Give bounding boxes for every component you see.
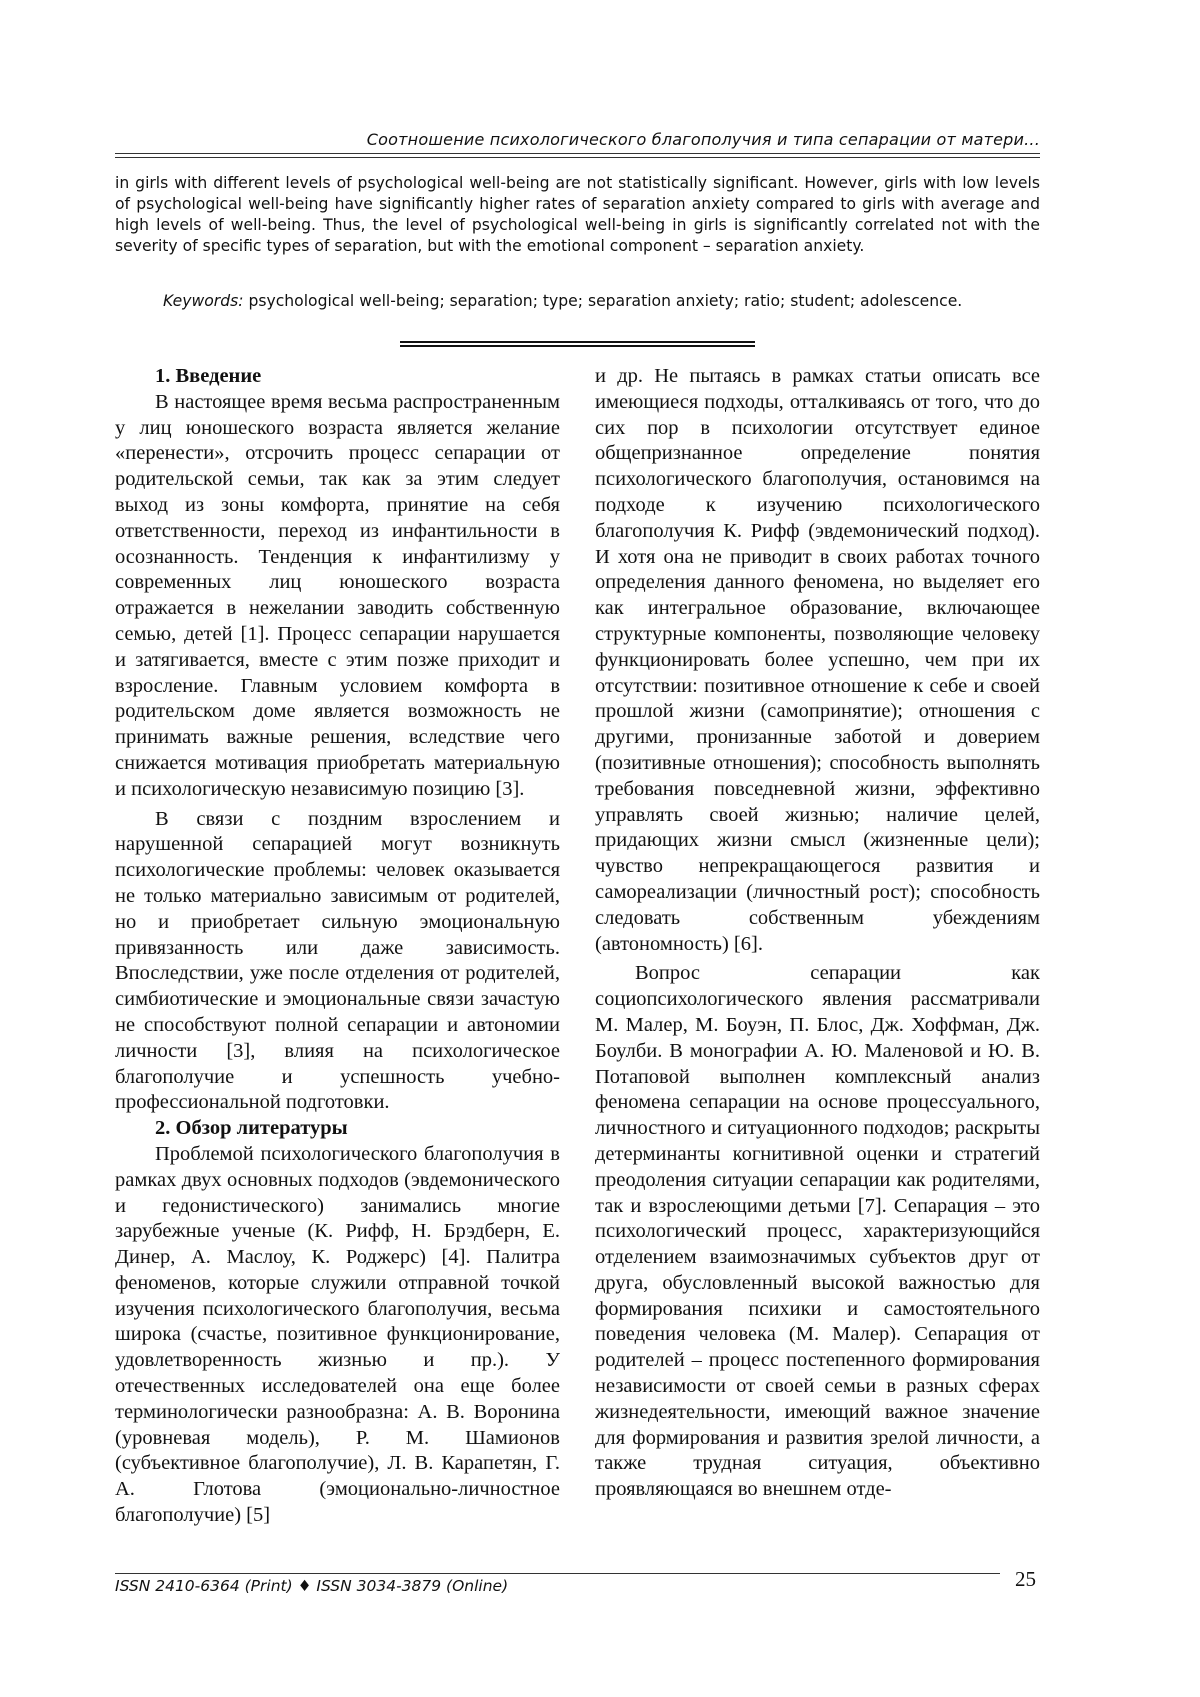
left-column <box>115 364 560 1529</box>
paragraph: Вопрос сепарации как социопсихологического явления рассматривали М. Малер, М. Боуэн, П. Блос, Дж. Хоффман, Дж. Боулби. В монографии А. Ю. Маленовой и Ю. В. Потаповой выполнен комплексный анализ феномена сепарации на основе процессуального, личностного и ситуационного подходов; раскрыты детерминанты когнитивной оценки и стратегий преодоления ситуации сепарации как родителями, так и взрослеющими детьми [7]. Сепарация – это психологический процесс, характеризующийся отделением взаимозначимых субъектов друг от друга, обусловленный высокой важностью для формирования психики и самостоятельного поведения человека (М. Малер). Сепарация от родителей – процесс постепенного формирования независимости от своей семьи в разных сферах жизнедеятельности, имеющий важное значение для формирования и развития зрелой личности, а также трудная ситуация, объективно проявляющаяся во внешнем отде- <box>595 962 1040 1501</box>
section-divider <box>400 341 755 347</box>
footer-issn: ISSN 2410-6364 (Print) ♦ ISSN 3034-3879 (Online) <box>115 1577 509 1595</box>
page-number: 25 <box>1015 1567 1036 1591</box>
keywords-text: psychological well-being; separation; type; separation anxiety; ratio; student; adolescence. <box>248 292 963 310</box>
paragraph: В связи с поздним взрослением и нарушенной сепарацией могут возникнуть психологические проблемы: человек оказывается не только материально зависимым от родителей, но и приобретает сильную эмоциональную привязанность или даже зависимость. Впоследствии, уже после отделения от родителей, симбиотические и эмоциональные связи зачастую не способствуют полной сепарации и автономии личности [3], влияя на психологическое благополучие и успешность учебно-профессиональной подготовки. <box>115 807 560 1114</box>
paragraph: Проблемой психологического благополучия в рамках двух основных подходов (эвдемонического и гедонистического) занимались многие зарубежные ученые (К. Рифф, Н. Брэдберн, Е. Динер, А. Маслоу, К. Роджерс) [4]. Палитра феноменов, которые служили отправной точкой изучения психологического благополучия, весьма широка (счастье, позитивное функционирование, удовлетворенность жизнью и пр.). У отечественных исследователей она еще более терминологически разнообразна: А. В. Воронина (уровневая модель), Р. М. Шамионов (субъективное благополучие), Л. В. Карапетян, Г. А. Глотова (эмоционально-личностное благополучие) [5] <box>115 1142 560 1527</box>
paragraph: В настоящее время весьма распространенным у лиц юношеского возраста является желание «перенести», отсрочить процесс сепарации от родительской семьи, так как за этим следует выход из зоны комфорта, принятие на себя ответственности, переход из инфантильности в осознанность. Тенденция к инфантилизму у современных лиц юношеского возраста отражается в нежелании заводить собственную семью, детей [1]. Процесс сепарации нарушается и затягивается, вместе с этим позже приходит и взросление. Главным условием комфорта в родительском доме является возможность не принимать важные решения, вследствие чего снижается мотивация приобретать материальную и психологическую независимую позицию [3]. <box>115 390 560 800</box>
running-title: Соотношение психологического благополучия и типа сепарации от матери... <box>115 130 1040 154</box>
section-heading-introduction: 1. Введение <box>155 365 262 387</box>
section-heading-literature-review: 2. Обзор литературы <box>155 1117 348 1140</box>
keywords <box>115 291 1040 312</box>
keywords-label: Keywords: <box>163 292 244 310</box>
abstract-text: in girls with different levels of psychological well-being are not statistically significant. However, girls with low levels of psychological well-being have significantly higher rates of separation anxiety compared to girls with average and high levels of well-being. Thus, the level of psychological well-being in girls is significantly correlated not with the severity of specific types of separation, but with the emotional component – separation anxiety. <box>115 174 1040 255</box>
right-column <box>595 364 1040 1503</box>
footer-rule <box>115 1573 1000 1574</box>
paragraph-continued: и др. Не пытаясь в рамках статьи описать все имеющиеся подходы, отталкиваясь от того, что до сих пор в психологии отсутствует единое общепризнанное определение понятия психологического благополучия, остановимся на подходе к изучению психологического благополучия К. Рифф (эвдемонический подход). И хотя она не приводит в своих работах точного определения данного феномена, но выделяет его как интегральное образование, включающее структурные компоненты, позволяющие человеку функционировать более успешно, чем при их отсутствии: позитивное отношение к себе и своей прошлой жизни (самопринятие); отношения с другими, пронизанные заботой и доверием (позитивные отношения); способность выполнять требования повседневной жизни, эффективно управлять своей жизнью; наличие целей, придающих жизни смысл (жизненные цели); чувство непрекращающегося развития и самореализации (личностный рост); способность следовать собственным убеждениям (автономность) [6]. <box>595 365 1040 955</box>
